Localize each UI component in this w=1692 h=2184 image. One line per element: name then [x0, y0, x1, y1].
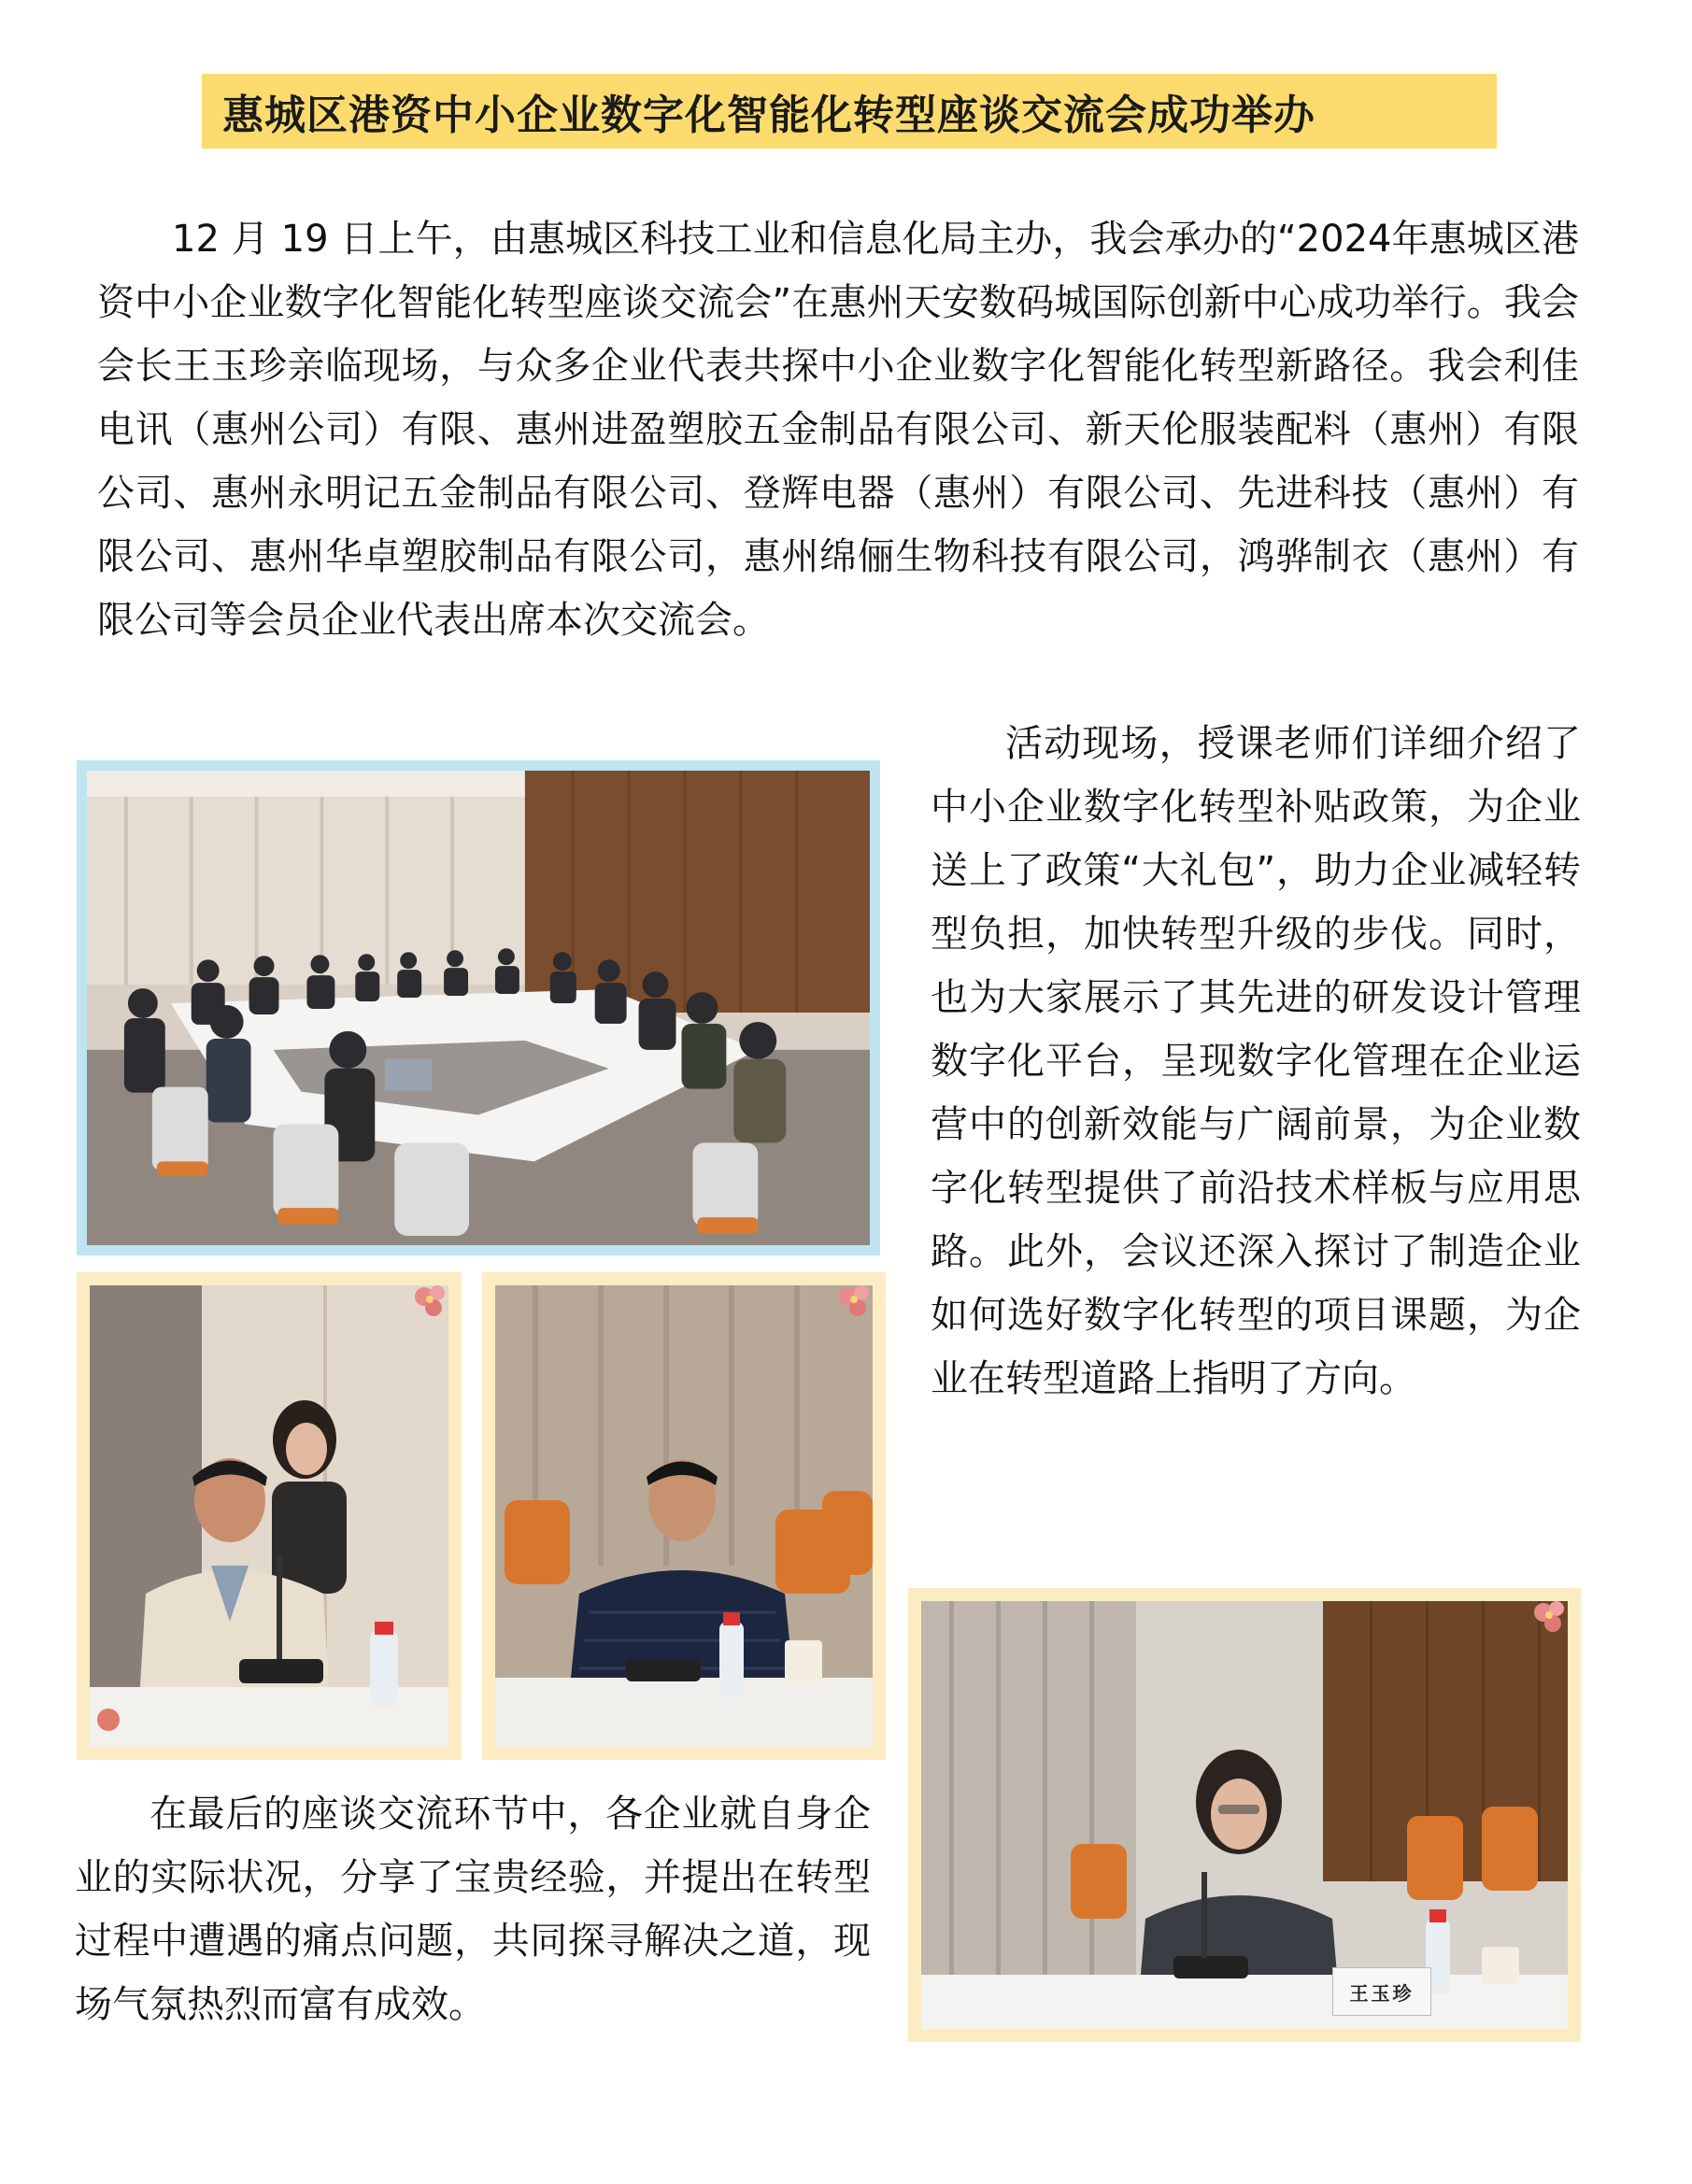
page-title: 惠城区港资中小企业数字化智能化转型座谈交流会成功举办: [222, 92, 1315, 139]
speaker-photo-left: [77, 1272, 462, 1760]
activity-paragraph: 活动现场，授课老师们详细介绍了中小企业数字化转型补贴政策，为企业送上了政策“大礼包”，助力企业减轻转型负担，加快转型升级的步伐。同时，也为大家展示了其先进的研发设计管理数字化平台，呈现数字化管理在企业运营中的创新效能与广阔前景，为企业数字化转型提供了前沿技术样板与应用思路。此外，会议还深入探讨了制造企业如何选好数字化转型的项目课题，为企业在转型道路上指明了方向。: [931, 722, 1581, 1400]
chairwoman-photo: [908, 1588, 1581, 2042]
flower-icon: [405, 1276, 456, 1326]
meeting-room-photo: [77, 760, 880, 1255]
intro-paragraph: 12 月 19 日上午，由惠城区科技工业和信息化局主办，我会承办的“2024年惠城区港资中小企业数字化智能化转型座谈交流会”在惠州天安数码城国际创新中心成功举行。我会会长王玉珍亲临现场，与众多企业代表共探中小企业数字化智能化转型新路径。我会利佳电讯（惠州公司）有限、惠州进盈塑胶五金制品有限公司、新天伦服装配料（惠州）有限公司、惠州永明记五金制品有限公司、登辉电器（惠州）有限公司、先进科技（惠州）有限公司、惠州华卓塑胶制品有限公司，惠州绵俪生物科技有限公司，鸿骅制衣（惠州）有限公司等会员企业代表出席本次交流会。: [97, 218, 1579, 642]
flower-icon: [1525, 1592, 1575, 1642]
closing-paragraph: 在最后的座谈交流环节中，各企业就自身企业的实际状况，分享了宝贵经验，并提出在转型过程中遭遇的痛点问题，共同探寻解决之道，现场气氛热烈而富有成效。: [75, 1793, 871, 2026]
nameplate: 王玉珍: [1332, 1967, 1431, 2016]
title-banner: [202, 74, 1497, 149]
flower-icon: [830, 1276, 880, 1326]
speaker-photo-middle: [482, 1272, 886, 1760]
